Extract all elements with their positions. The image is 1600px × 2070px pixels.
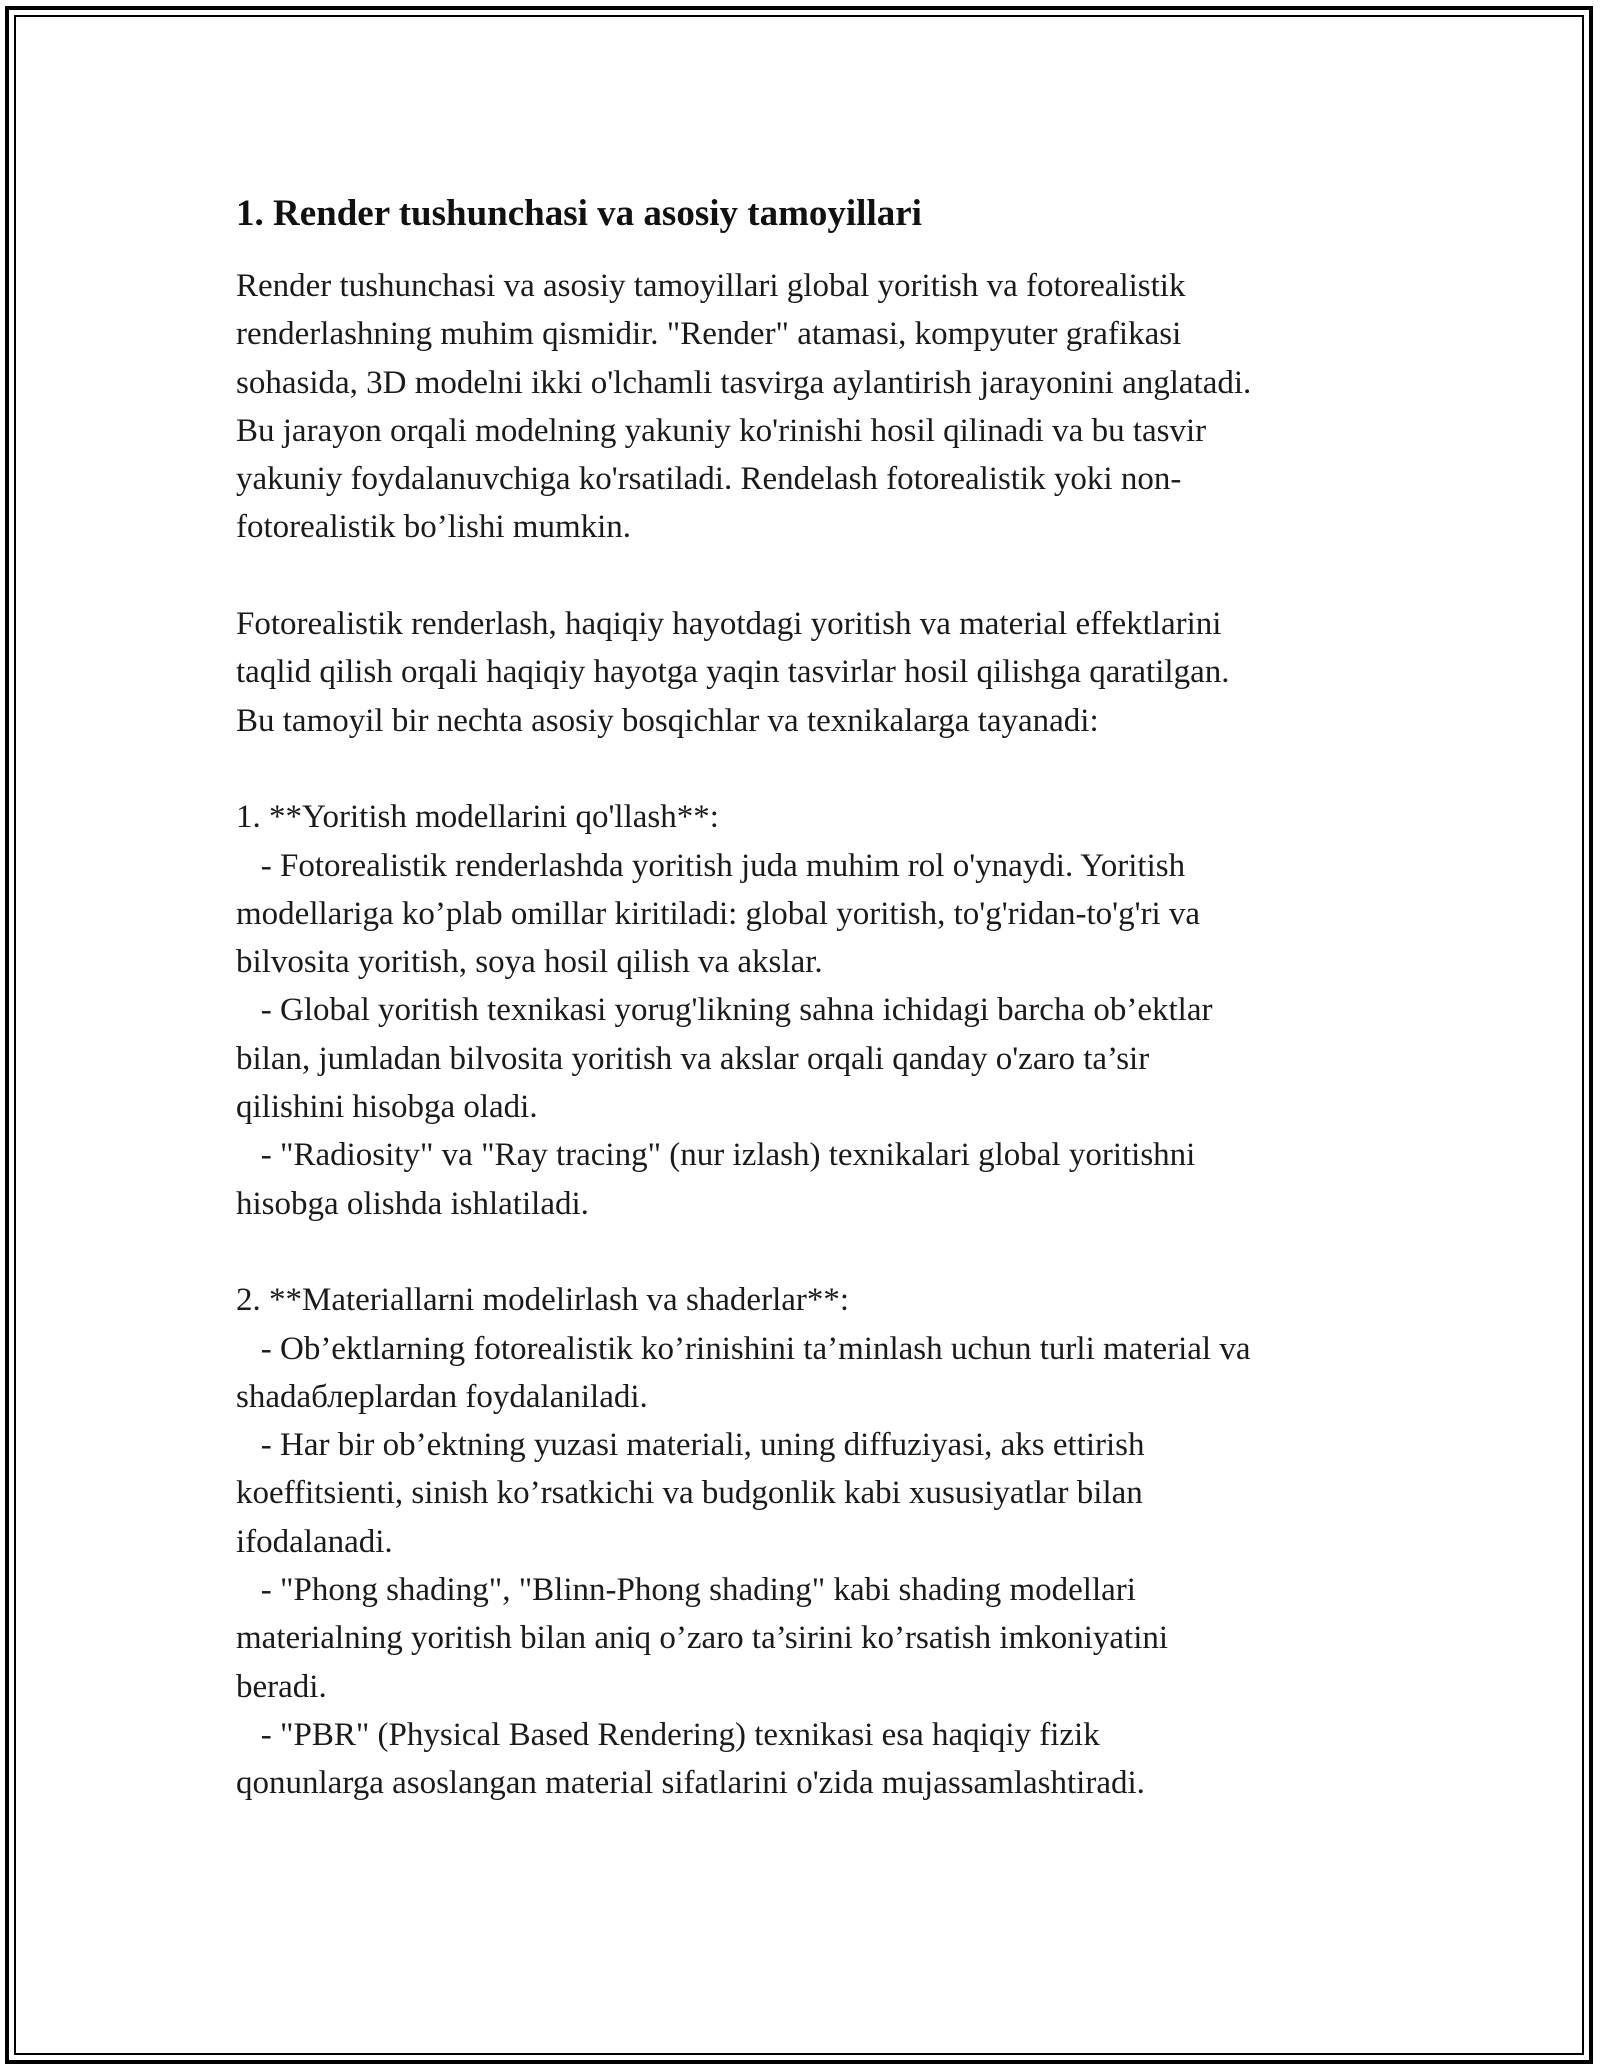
paragraph-render-intro: Render tushunchasi va asosiy tamoyillari global yoritish va fotorealistik renderlashning muhim qismidir. "Render" atamasi, kompyuter grafikasi sohasida, 3D modelni ikki o'lchamli tasvirga aylantirish jarayonini anglatadi. Bu jarayon orqali modelning yakuniy ko'rinishi hosil qilinadi va bu tasvir yakuniy foydalanuvchiga ko'rsatiladi. Rendelash fotorealistik yoki non- fotorealistik bo’lishi mumkin. <box>236 268 1252 546</box>
paragraph-spacer <box>236 1228 1386 1276</box>
list-item-materials-shaders: 2. **Materiallarni modelirlash va shaderlar**: - Ob’ektlarning fotorealistik ko’rinishini ta’minlash uchun turli material va shadaблерlardan foydalaniladi. - Har bir ob’ektning yuzasi materiali, uning diffuziyasi, aks ettirish koeffitsienti, sinish ko’rsatkichi va budgonlik kabi xususiyatlar bilan ifodalanadi. - "Phong shading", "Blinn-Phong shading" kabi shading modellari materialning yoritish bilan aniq o’zaro ta’sirini ko’rsatish imkoniyatini beradi. - "PBR" (Physical Based Rendering) texnikasi esa haqiqiy fizik qonunlarga asoslangan material sifatlarini o'zida mujassamlashtiradi. <box>236 1282 1251 1802</box>
paragraph-spacer <box>236 552 1386 600</box>
paragraph-photorealistic: Fotorealistik renderlash, haqiqiy hayotdagi yoritish va material effektlarini taqlid qilish orqali haqiqiy hayotga yaqin tasvirlar hosil qilishga qaratilgan. Bu tamoyil bir nechta asosiy bosqichlar va texnikalarga tayanadi: <box>236 606 1230 739</box>
document-body <box>236 190 1386 1808</box>
list-item-lighting-models: 1. **Yoritish modellarini qo'llash**: - Fotorealistik renderlashda yoritish juda muhim rol o'ynaydi. Yoritish modellariga ko’plab omillar kiritiladi: global yoritish, to'g'ridan-to'g'ri va bilvosita yoritish, soya hosil qilish va akslar. - Global yoritish texnikasi yorug'likning sahna ichidagi barcha ob’ektlar bilan, jumladan bilvosita yoritish va akslar orqali qanday o'zaro ta’sir qilishini hisobga oladi. - "Radiosity" va "Ray tracing" (nur izlash) texnikalari global yoritishni hisobga olishda ishlatiladi. <box>236 799 1213 1222</box>
paragraph-spacer <box>236 745 1386 793</box>
section-heading: 1. Render tushunchasi va asosiy tamoyillari <box>236 193 922 234</box>
